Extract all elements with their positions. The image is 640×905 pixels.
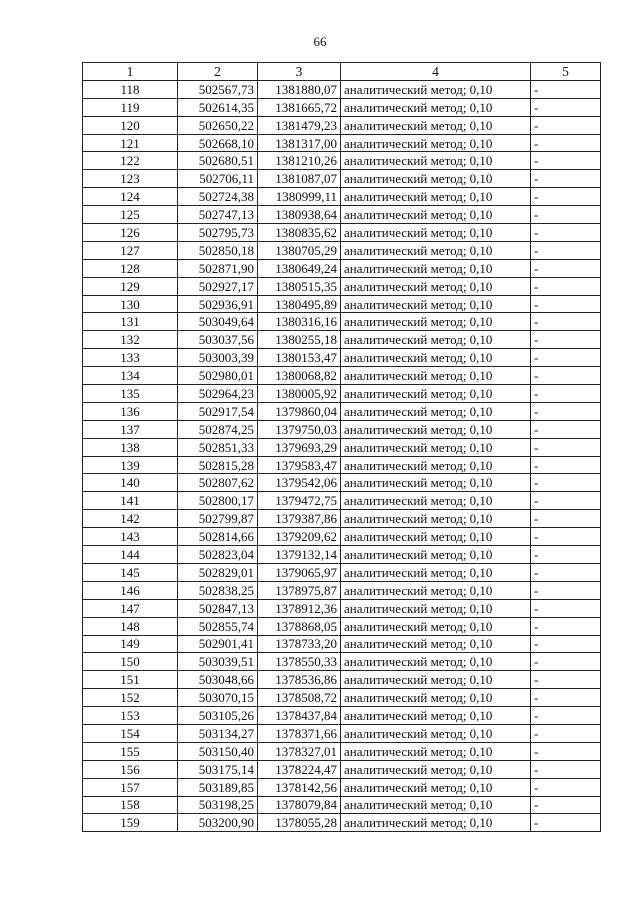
note-cell: - bbox=[531, 241, 601, 259]
note-cell: - bbox=[531, 259, 601, 277]
y-coordinate-cell: 1379860,04 bbox=[258, 402, 341, 420]
table-row bbox=[83, 635, 601, 653]
note-cell: - bbox=[531, 546, 601, 564]
y-coordinate-cell: 1378142,56 bbox=[258, 778, 341, 796]
note-cell: - bbox=[531, 349, 601, 367]
y-coordinate-cell: 1380705,29 bbox=[258, 241, 341, 259]
method-accuracy-cell: аналитический метод; 0,10 bbox=[341, 653, 531, 671]
method-accuracy-cell: аналитический метод; 0,10 bbox=[341, 796, 531, 814]
method-accuracy-cell: аналитический метод; 0,10 bbox=[341, 510, 531, 528]
y-coordinate-cell: 1378055,28 bbox=[258, 814, 341, 832]
method-accuracy-cell: аналитический метод; 0,10 bbox=[341, 241, 531, 259]
x-coordinate-cell: 502829,01 bbox=[178, 563, 258, 581]
method-accuracy-cell: аналитический метод; 0,10 bbox=[341, 689, 531, 707]
method-accuracy-cell: аналитический метод; 0,10 bbox=[341, 438, 531, 456]
x-coordinate-cell: 502927,17 bbox=[178, 277, 258, 295]
method-accuracy-cell: аналитический метод; 0,10 bbox=[341, 259, 531, 277]
point-number-cell: 146 bbox=[83, 581, 178, 599]
method-accuracy-cell: аналитический метод; 0,10 bbox=[341, 456, 531, 474]
x-coordinate-cell: 503150,40 bbox=[178, 742, 258, 760]
y-coordinate-cell: 1379583,47 bbox=[258, 456, 341, 474]
point-number-cell: 122 bbox=[83, 152, 178, 170]
point-number-cell: 121 bbox=[83, 134, 178, 152]
table-row bbox=[83, 546, 601, 564]
table-row bbox=[83, 241, 601, 259]
table-row bbox=[83, 80, 601, 98]
x-coordinate-cell: 502567,73 bbox=[178, 80, 258, 98]
method-accuracy-cell: аналитический метод; 0,10 bbox=[341, 420, 531, 438]
method-accuracy-cell: аналитический метод; 0,10 bbox=[341, 492, 531, 510]
point-number-cell: 156 bbox=[83, 760, 178, 778]
method-accuracy-cell: аналитический метод; 0,10 bbox=[341, 206, 531, 224]
y-coordinate-cell: 1379209,62 bbox=[258, 528, 341, 546]
table-row bbox=[83, 671, 601, 689]
point-number-cell: 139 bbox=[83, 456, 178, 474]
table-row bbox=[83, 563, 601, 581]
y-coordinate-cell: 1378868,05 bbox=[258, 617, 341, 635]
x-coordinate-cell: 503070,15 bbox=[178, 689, 258, 707]
point-number-cell: 145 bbox=[83, 563, 178, 581]
table-row bbox=[83, 134, 601, 152]
method-accuracy-cell: аналитический метод; 0,10 bbox=[341, 546, 531, 564]
point-number-cell: 159 bbox=[83, 814, 178, 832]
point-number-cell: 142 bbox=[83, 510, 178, 528]
x-coordinate-cell: 502871,90 bbox=[178, 259, 258, 277]
point-number-cell: 126 bbox=[83, 224, 178, 242]
point-number-cell: 137 bbox=[83, 420, 178, 438]
point-number-cell: 147 bbox=[83, 599, 178, 617]
x-coordinate-cell: 502807,62 bbox=[178, 474, 258, 492]
method-accuracy-cell: аналитический метод; 0,10 bbox=[341, 80, 531, 98]
method-accuracy-cell: аналитический метод; 0,10 bbox=[341, 116, 531, 134]
table-row bbox=[83, 528, 601, 546]
method-accuracy-cell: аналитический метод; 0,10 bbox=[341, 313, 531, 331]
point-number-cell: 148 bbox=[83, 617, 178, 635]
note-cell: - bbox=[531, 295, 601, 313]
y-coordinate-cell: 1378733,20 bbox=[258, 635, 341, 653]
note-cell: - bbox=[531, 689, 601, 707]
table-row bbox=[83, 420, 601, 438]
x-coordinate-cell: 503175,14 bbox=[178, 760, 258, 778]
y-coordinate-cell: 1378536,86 bbox=[258, 671, 341, 689]
x-coordinate-cell: 503189,85 bbox=[178, 778, 258, 796]
x-coordinate-cell: 502850,18 bbox=[178, 241, 258, 259]
note-cell: - bbox=[531, 724, 601, 742]
method-accuracy-cell: аналитический метод; 0,10 bbox=[341, 724, 531, 742]
x-coordinate-cell: 503037,56 bbox=[178, 331, 258, 349]
note-cell: - bbox=[531, 528, 601, 546]
point-number-cell: 135 bbox=[83, 385, 178, 403]
x-coordinate-cell: 502815,28 bbox=[178, 456, 258, 474]
point-number-cell: 131 bbox=[83, 313, 178, 331]
point-number-cell: 136 bbox=[83, 402, 178, 420]
table-row bbox=[83, 742, 601, 760]
method-accuracy-cell: аналитический метод; 0,10 bbox=[341, 617, 531, 635]
table-row bbox=[83, 778, 601, 796]
point-number-cell: 140 bbox=[83, 474, 178, 492]
note-cell: - bbox=[531, 581, 601, 599]
table-row bbox=[83, 152, 601, 170]
method-accuracy-cell: аналитический метод; 0,10 bbox=[341, 581, 531, 599]
table-row bbox=[83, 689, 601, 707]
point-number-cell: 150 bbox=[83, 653, 178, 671]
y-coordinate-cell: 1378508,72 bbox=[258, 689, 341, 707]
note-cell: - bbox=[531, 492, 601, 510]
table-row bbox=[83, 724, 601, 742]
y-coordinate-cell: 1380068,82 bbox=[258, 367, 341, 385]
y-coordinate-cell: 1381880,07 bbox=[258, 80, 341, 98]
y-coordinate-cell: 1379542,06 bbox=[258, 474, 341, 492]
table-row bbox=[83, 170, 601, 188]
y-coordinate-cell: 1381317,00 bbox=[258, 134, 341, 152]
x-coordinate-cell: 502747,13 bbox=[178, 206, 258, 224]
x-coordinate-cell: 502795,73 bbox=[178, 224, 258, 242]
y-coordinate-cell: 1380649,24 bbox=[258, 259, 341, 277]
table-row bbox=[83, 98, 601, 116]
x-coordinate-cell: 502668,10 bbox=[178, 134, 258, 152]
table-row bbox=[83, 653, 601, 671]
method-accuracy-cell: аналитический метод; 0,10 bbox=[341, 277, 531, 295]
y-coordinate-cell: 1380515,35 bbox=[258, 277, 341, 295]
table-row bbox=[83, 188, 601, 206]
table-body bbox=[83, 80, 601, 831]
table-row bbox=[83, 617, 601, 635]
x-coordinate-cell: 502851,33 bbox=[178, 438, 258, 456]
point-number-cell: 138 bbox=[83, 438, 178, 456]
point-number-cell: 120 bbox=[83, 116, 178, 134]
note-cell: - bbox=[531, 814, 601, 832]
table-row bbox=[83, 331, 601, 349]
note-cell: - bbox=[531, 438, 601, 456]
x-coordinate-cell: 503049,64 bbox=[178, 313, 258, 331]
x-coordinate-cell: 502936,91 bbox=[178, 295, 258, 313]
x-coordinate-cell: 502964,23 bbox=[178, 385, 258, 403]
method-accuracy-cell: аналитический метод; 0,10 bbox=[341, 599, 531, 617]
table-row bbox=[83, 402, 601, 420]
x-coordinate-cell: 502799,87 bbox=[178, 510, 258, 528]
x-coordinate-cell: 502823,04 bbox=[178, 546, 258, 564]
x-coordinate-cell: 502680,51 bbox=[178, 152, 258, 170]
method-accuracy-cell: аналитический метод; 0,10 bbox=[341, 367, 531, 385]
x-coordinate-cell: 502724,38 bbox=[178, 188, 258, 206]
point-number-cell: 143 bbox=[83, 528, 178, 546]
y-coordinate-cell: 1378550,33 bbox=[258, 653, 341, 671]
note-cell: - bbox=[531, 206, 601, 224]
table-row bbox=[83, 760, 601, 778]
x-coordinate-cell: 503200,90 bbox=[178, 814, 258, 832]
table-row bbox=[83, 438, 601, 456]
method-accuracy-cell: аналитический метод; 0,10 bbox=[341, 385, 531, 403]
note-cell: - bbox=[531, 152, 601, 170]
note-cell: - bbox=[531, 116, 601, 134]
note-cell: - bbox=[531, 80, 601, 98]
y-coordinate-cell: 1379387,86 bbox=[258, 510, 341, 528]
y-coordinate-cell: 1380316,16 bbox=[258, 313, 341, 331]
x-coordinate-cell: 502814,66 bbox=[178, 528, 258, 546]
point-number-cell: 144 bbox=[83, 546, 178, 564]
note-cell: - bbox=[531, 510, 601, 528]
point-number-cell: 134 bbox=[83, 367, 178, 385]
table-row bbox=[83, 814, 601, 832]
point-number-cell: 125 bbox=[83, 206, 178, 224]
column-header-5: 5 bbox=[531, 63, 601, 81]
method-accuracy-cell: аналитический метод; 0,10 bbox=[341, 814, 531, 832]
page-number: 66 bbox=[313, 34, 327, 49]
table-row bbox=[83, 224, 601, 242]
y-coordinate-cell: 1378975,87 bbox=[258, 581, 341, 599]
note-cell: - bbox=[531, 671, 601, 689]
point-number-cell: 124 bbox=[83, 188, 178, 206]
point-number-cell: 153 bbox=[83, 707, 178, 725]
column-header-1: 1 bbox=[83, 63, 178, 81]
x-coordinate-cell: 502874,25 bbox=[178, 420, 258, 438]
method-accuracy-cell: аналитический метод; 0,10 bbox=[341, 295, 531, 313]
method-accuracy-cell: аналитический метод; 0,10 bbox=[341, 742, 531, 760]
method-accuracy-cell: аналитический метод; 0,10 bbox=[341, 152, 531, 170]
table-row bbox=[83, 313, 601, 331]
table-row bbox=[83, 116, 601, 134]
x-coordinate-cell: 502650,22 bbox=[178, 116, 258, 134]
y-coordinate-cell: 1380153,47 bbox=[258, 349, 341, 367]
table-header-row bbox=[83, 63, 601, 81]
note-cell: - bbox=[531, 420, 601, 438]
x-coordinate-cell: 503198,25 bbox=[178, 796, 258, 814]
table-row bbox=[83, 259, 601, 277]
point-number-cell: 151 bbox=[83, 671, 178, 689]
table-row bbox=[83, 367, 601, 385]
x-coordinate-cell: 502917,54 bbox=[178, 402, 258, 420]
note-cell: - bbox=[531, 617, 601, 635]
note-cell: - bbox=[531, 385, 601, 403]
point-number-cell: 152 bbox=[83, 689, 178, 707]
table-row bbox=[83, 707, 601, 725]
point-number-cell: 119 bbox=[83, 98, 178, 116]
point-number-cell: 158 bbox=[83, 796, 178, 814]
table-row bbox=[83, 599, 601, 617]
x-coordinate-cell: 502706,11 bbox=[178, 170, 258, 188]
x-coordinate-cell: 503105,26 bbox=[178, 707, 258, 725]
y-coordinate-cell: 1378437,84 bbox=[258, 707, 341, 725]
y-coordinate-cell: 1378224,47 bbox=[258, 760, 341, 778]
y-coordinate-cell: 1380255,18 bbox=[258, 331, 341, 349]
y-coordinate-cell: 1379132,14 bbox=[258, 546, 341, 564]
point-number-cell: 149 bbox=[83, 635, 178, 653]
method-accuracy-cell: аналитический метод; 0,10 bbox=[341, 402, 531, 420]
column-header-2: 2 bbox=[178, 63, 258, 81]
note-cell: - bbox=[531, 277, 601, 295]
method-accuracy-cell: аналитический метод; 0,10 bbox=[341, 528, 531, 546]
note-cell: - bbox=[531, 778, 601, 796]
table-row bbox=[83, 385, 601, 403]
point-number-cell: 141 bbox=[83, 492, 178, 510]
note-cell: - bbox=[531, 599, 601, 617]
method-accuracy-cell: аналитический метод; 0,10 bbox=[341, 331, 531, 349]
x-coordinate-cell: 502838,25 bbox=[178, 581, 258, 599]
y-coordinate-cell: 1381087,07 bbox=[258, 170, 341, 188]
y-coordinate-cell: 1380495,89 bbox=[258, 295, 341, 313]
method-accuracy-cell: аналитический метод; 0,10 bbox=[341, 188, 531, 206]
x-coordinate-cell: 502847,13 bbox=[178, 599, 258, 617]
method-accuracy-cell: аналитический метод; 0,10 bbox=[341, 563, 531, 581]
note-cell: - bbox=[531, 313, 601, 331]
x-coordinate-cell: 502980,01 bbox=[178, 367, 258, 385]
note-cell: - bbox=[531, 635, 601, 653]
method-accuracy-cell: аналитический метод; 0,10 bbox=[341, 134, 531, 152]
y-coordinate-cell: 1378079,84 bbox=[258, 796, 341, 814]
note-cell: - bbox=[531, 331, 601, 349]
x-coordinate-cell: 503048,66 bbox=[178, 671, 258, 689]
y-coordinate-cell: 1381665,72 bbox=[258, 98, 341, 116]
table-row bbox=[83, 349, 601, 367]
note-cell: - bbox=[531, 456, 601, 474]
point-number-cell: 132 bbox=[83, 331, 178, 349]
table-row bbox=[83, 295, 601, 313]
table-row bbox=[83, 492, 601, 510]
column-header-4: 4 bbox=[341, 63, 531, 81]
note-cell: - bbox=[531, 134, 601, 152]
table-row bbox=[83, 581, 601, 599]
y-coordinate-cell: 1378371,66 bbox=[258, 724, 341, 742]
table-row bbox=[83, 474, 601, 492]
note-cell: - bbox=[531, 98, 601, 116]
y-coordinate-cell: 1378912,36 bbox=[258, 599, 341, 617]
x-coordinate-cell: 502855,74 bbox=[178, 617, 258, 635]
point-number-cell: 155 bbox=[83, 742, 178, 760]
note-cell: - bbox=[531, 188, 601, 206]
note-cell: - bbox=[531, 707, 601, 725]
note-cell: - bbox=[531, 760, 601, 778]
y-coordinate-cell: 1380938,64 bbox=[258, 206, 341, 224]
table-row bbox=[83, 277, 601, 295]
table-row bbox=[83, 206, 601, 224]
note-cell: - bbox=[531, 474, 601, 492]
y-coordinate-cell: 1380999,11 bbox=[258, 188, 341, 206]
method-accuracy-cell: аналитический метод; 0,10 bbox=[341, 707, 531, 725]
column-header-3: 3 bbox=[258, 63, 341, 81]
table-row bbox=[83, 456, 601, 474]
method-accuracy-cell: аналитический метод; 0,10 bbox=[341, 635, 531, 653]
point-number-cell: 154 bbox=[83, 724, 178, 742]
table-row bbox=[83, 796, 601, 814]
point-number-cell: 118 bbox=[83, 80, 178, 98]
point-number-cell: 129 bbox=[83, 277, 178, 295]
x-coordinate-cell: 502614,35 bbox=[178, 98, 258, 116]
point-number-cell: 127 bbox=[83, 241, 178, 259]
method-accuracy-cell: аналитический метод; 0,10 bbox=[341, 474, 531, 492]
point-number-cell: 128 bbox=[83, 259, 178, 277]
y-coordinate-cell: 1380835,62 bbox=[258, 224, 341, 242]
method-accuracy-cell: аналитический метод; 0,10 bbox=[341, 760, 531, 778]
note-cell: - bbox=[531, 224, 601, 242]
method-accuracy-cell: аналитический метод; 0,10 bbox=[341, 98, 531, 116]
x-coordinate-cell: 503003,39 bbox=[178, 349, 258, 367]
note-cell: - bbox=[531, 653, 601, 671]
y-coordinate-cell: 1379750,03 bbox=[258, 420, 341, 438]
y-coordinate-cell: 1381210,26 bbox=[258, 152, 341, 170]
y-coordinate-cell: 1379693,29 bbox=[258, 438, 341, 456]
method-accuracy-cell: аналитический метод; 0,10 bbox=[341, 170, 531, 188]
x-coordinate-cell: 502800,17 bbox=[178, 492, 258, 510]
method-accuracy-cell: аналитический метод; 0,10 bbox=[341, 224, 531, 242]
y-coordinate-cell: 1380005,92 bbox=[258, 385, 341, 403]
note-cell: - bbox=[531, 402, 601, 420]
method-accuracy-cell: аналитический метод; 0,10 bbox=[341, 349, 531, 367]
method-accuracy-cell: аналитический метод; 0,10 bbox=[341, 671, 531, 689]
table-row bbox=[83, 510, 601, 528]
y-coordinate-cell: 1379065,97 bbox=[258, 563, 341, 581]
coordinates-table bbox=[82, 62, 601, 832]
note-cell: - bbox=[531, 742, 601, 760]
note-cell: - bbox=[531, 563, 601, 581]
point-number-cell: 130 bbox=[83, 295, 178, 313]
y-coordinate-cell: 1378327,01 bbox=[258, 742, 341, 760]
note-cell: - bbox=[531, 367, 601, 385]
note-cell: - bbox=[531, 170, 601, 188]
x-coordinate-cell: 503134,27 bbox=[178, 724, 258, 742]
y-coordinate-cell: 1381479,23 bbox=[258, 116, 341, 134]
point-number-cell: 123 bbox=[83, 170, 178, 188]
x-coordinate-cell: 503039,51 bbox=[178, 653, 258, 671]
note-cell: - bbox=[531, 796, 601, 814]
point-number-cell: 157 bbox=[83, 778, 178, 796]
y-coordinate-cell: 1379472,75 bbox=[258, 492, 341, 510]
method-accuracy-cell: аналитический метод; 0,10 bbox=[341, 778, 531, 796]
point-number-cell: 133 bbox=[83, 349, 178, 367]
x-coordinate-cell: 502901,41 bbox=[178, 635, 258, 653]
